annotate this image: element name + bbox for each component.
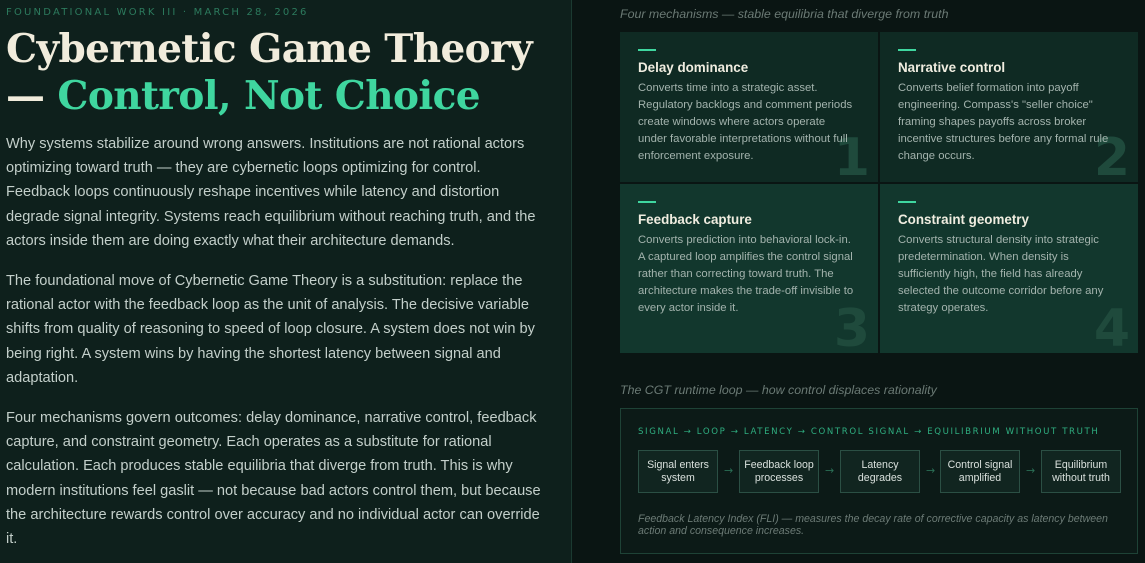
loop-step-latency: Latency degrades: [840, 450, 920, 493]
paragraph-1: Why systems stabilize around wrong answers. Institutions are not rational actors optimizing toward truth — they are cybernetic loops optimizing for control. Feedback loops continuously reshape incentives while latency and distortion degrade signal integrity. Systems reach equilibrium without reaching truth, and the actors inside them are doing exactly what their architecture demands.: [6, 136, 536, 249]
runtime-loop-steps: [638, 450, 1122, 493]
card-number: 2: [1093, 128, 1130, 182]
loop-step-control: Control signal amplified: [940, 450, 1020, 493]
paragraph-3: Four mechanisms govern outcomes: delay dominance, narrative control, feedback capture, and constraint geometry. Each operates as a substitute for rational calculation. Each produces stable equilibria that diverge from truth. This is why modern institutions feel gaslit — not because bad actors control them, but because the architecture rewards control over accuracy and no individual actor can override it.: [6, 410, 541, 548]
mechanisms-panel: [572, 0, 1145, 563]
paragraph-2: The foundational move of Cybernetic Game Theory is a substitution: replace the rational actor with the feedback loop as the unit of analysis. The decisive variable shifts from quality of reasoning to speed of loop closure. A system does not win by being right. A system wins by having the shortest latency between signal and adaptation.: [6, 273, 535, 386]
article-panel: [0, 0, 572, 563]
mechanisms-grid: [620, 32, 1138, 353]
runtime-loop-caption: The CGT runtime loop — how control displaces rationality: [620, 383, 937, 397]
card-title: Constraint geometry: [898, 212, 1029, 227]
title-accent: Control, Not Choice: [57, 73, 480, 119]
card-title: Narrative control: [898, 60, 1006, 75]
card-title: Delay dominance: [638, 60, 749, 75]
mechanism-card-constraint-geometry: [880, 184, 1138, 353]
mechanisms-caption: Four mechanisms — stable equilibria that diverge from truth: [620, 7, 949, 21]
article-body: [6, 132, 541, 551]
card-description: Converts time into a strategic asset. Regulatory backlogs and comment periods create windows where actors operate under favorable interpretations without full enforcement exposure.: [638, 82, 853, 162]
title-dash: —: [6, 73, 58, 119]
card-number: 3: [833, 299, 870, 353]
card-accent-bar: [638, 201, 656, 203]
mechanism-card-feedback-capture: [620, 184, 878, 353]
mechanism-card-narrative-control: [880, 32, 1138, 182]
loop-step-feedback: Feedback loop processes: [739, 450, 819, 493]
article-eyebrow: FOUNDATIONAL WORK III · MARCH 28, 2026: [6, 7, 309, 18]
loop-step-equilibrium: Equilibrium without truth: [1041, 450, 1121, 493]
card-accent-bar: [898, 201, 916, 203]
mechanism-card-delay-dominance: [620, 32, 878, 182]
card-accent-bar: [638, 49, 656, 51]
runtime-loop-box: [620, 408, 1138, 554]
arrow-right-icon: →: [1026, 464, 1036, 477]
runtime-loop-label: SIGNAL → LOOP → LATENCY → CONTROL SIGNAL → EQUILIBRIUM WITHOUT TRUTH: [638, 427, 1100, 437]
card-number: 1: [833, 128, 870, 182]
arrow-right-icon: →: [926, 464, 936, 477]
card-title: Feedback capture: [638, 212, 752, 227]
fli-note: Feedback Latency Index (FLI) — measures the decay rate of corrective capacity as latency between action and consequence increases.: [638, 513, 1108, 537]
article-title: [6, 26, 541, 120]
card-number: 4: [1093, 299, 1130, 353]
card-description: Converts structural density into strategic predetermination. When density is sufficiently high, the field has already selected the outcome corridor before any strategy operates.: [898, 234, 1104, 314]
card-accent-bar: [898, 49, 916, 51]
card-description: Converts prediction into behavioral lock-in. A captured loop amplifies the control signal rather than correcting toward truth. The architecture makes the trade-off invisible to every actor inside it.: [638, 234, 854, 314]
arrow-right-icon: →: [825, 464, 835, 477]
arrow-right-icon: →: [724, 464, 734, 477]
card-description: Converts belief formation into payoff engineering. Compass's "seller choice" framing shapes payoffs across broker incentive structures before any formal rule change occurs.: [898, 82, 1109, 162]
loop-step-signal: Signal enters system: [638, 450, 718, 493]
title-line-1: Cybernetic Game Theory: [6, 26, 533, 72]
